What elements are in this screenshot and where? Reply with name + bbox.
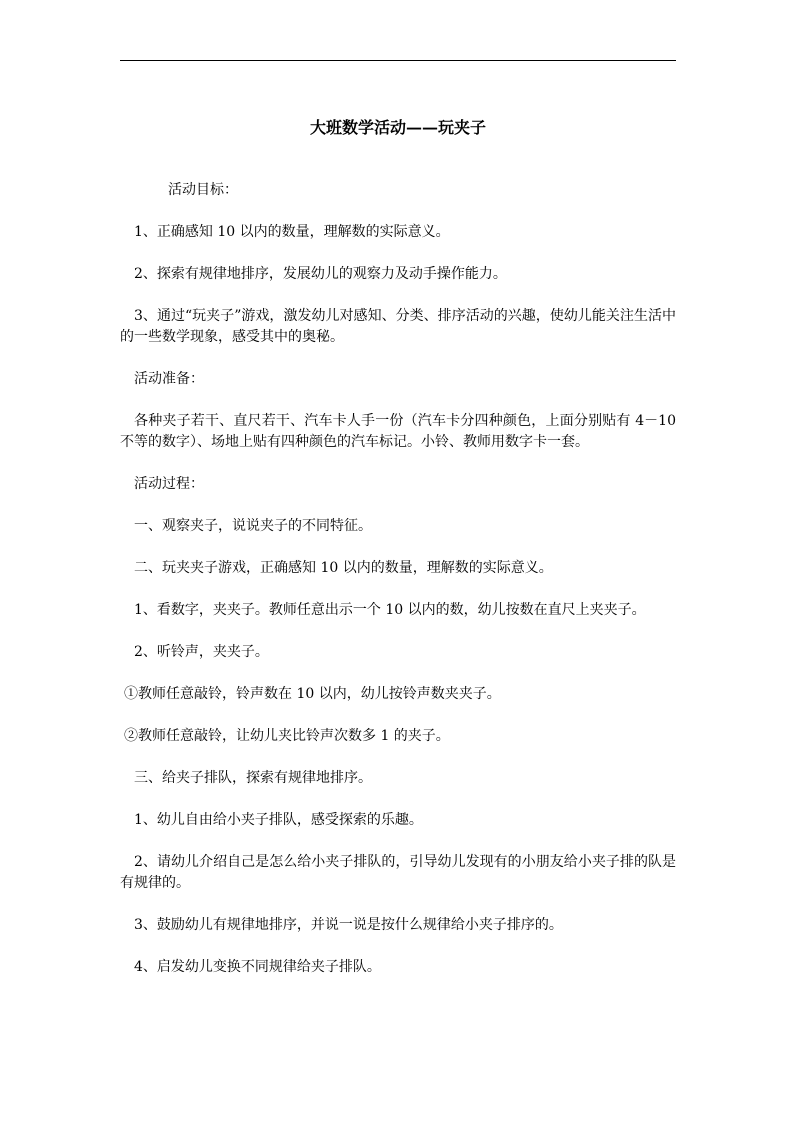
header-rule xyxy=(120,60,676,61)
process-substep: ②教师任意敲铃，让幼儿夹比铃声次数多 1 的夹子。 xyxy=(124,728,450,744)
document-title: 大班数学活动——玩夹子 xyxy=(309,118,486,137)
objective-item: 3、通过“玩夹子”游戏，激发幼儿对感知、分类、排序活动的兴趣，使幼儿能关注生活中的一些数学现象，感受其中的奥秘。 xyxy=(120,308,676,345)
section-heading-preparation: 活动准备： xyxy=(134,371,204,387)
process-substep: ①教师任意敲铃，铃声数在 10 以内，幼儿按铃声数夹夹子。 xyxy=(124,686,501,702)
process-substep: 4、启发幼儿变换不同规律给夹子排队。 xyxy=(134,959,381,975)
preparation-text: 各种夹子若干、直尺若干、汽车卡人手一份（汽车卡分四种颜色，上面分别贴有 4－10 不等的数字）、场地上贴有四种颜色的汽车标记。小铃、教师用数字卡一套。 xyxy=(120,413,676,450)
process-step: 三、给夹子排队，探索有规律地排序。 xyxy=(134,770,372,786)
process-substep: 2、请幼儿介绍自己是怎么给小夹子排队的，引导幼儿发现有的小朋友给小夹子排的队是有规律的。 xyxy=(120,854,676,891)
section-heading-objectives: 活动目标： xyxy=(168,182,238,198)
objective-item: 2、探索有规律地排序，发展幼儿的观察力及动手操作能力。 xyxy=(134,266,507,282)
process-substep: 2、听铃声，夹夹子。 xyxy=(134,644,269,660)
document-body xyxy=(120,180,676,999)
process-substep: 1、幼儿自由给小夹子排队，感受探索的乐趣。 xyxy=(134,812,423,828)
process-step: 一、观察夹子，说说夹子的不同特征。 xyxy=(134,518,372,534)
process-step: 二、玩夹夹子游戏，正确感知 10 以内的数量，理解数的实际意义。 xyxy=(134,560,553,576)
process-substep: 3、鼓励幼儿有规律地排序，并说一说是按什么规律给小夹子排序的。 xyxy=(134,917,563,933)
objective-item: 1、正确感知 10 以内的数量，理解数的实际意义。 xyxy=(134,224,450,240)
process-substep: 1、看数字，夹夹子。教师任意出示一个 10 以内的数，幼儿按数在直尺上夹夹子。 xyxy=(134,602,646,618)
section-heading-process: 活动过程： xyxy=(134,476,204,492)
